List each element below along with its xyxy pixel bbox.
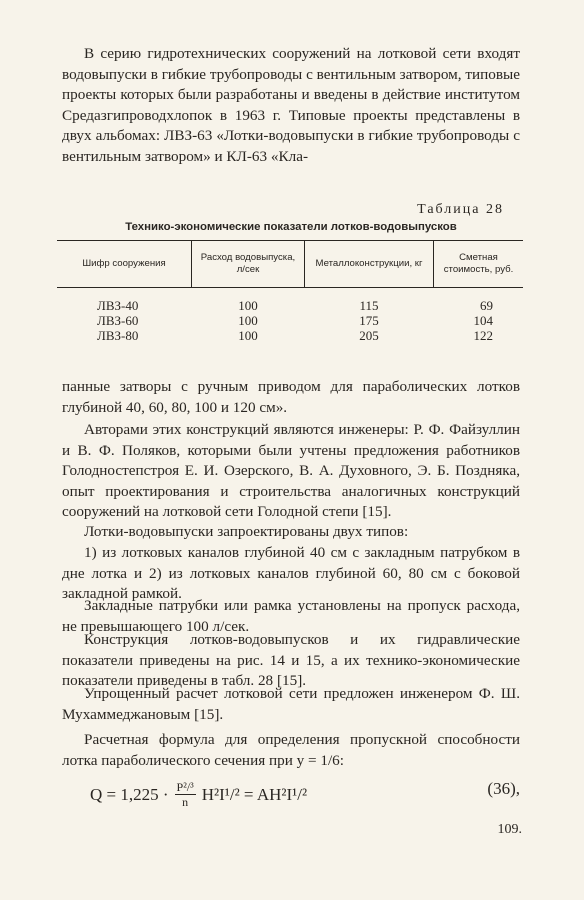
cell-metal: 115 — [359, 298, 379, 313]
paragraph-construction: Конструкция лотков-водовыпусков и их гидравлические показатели приведены на рис. 14 и 15, а их технико-экономические показатели приведены в табл. 28 [15]. — [62, 631, 520, 690]
formula-rhs: H²I¹/² = AH²I¹/² — [201, 784, 308, 804]
fraction-denominator: n — [182, 795, 189, 809]
page-number: 109. — [497, 822, 522, 837]
cell-flow: 100 — [238, 313, 258, 328]
table-header-row — [57, 241, 523, 288]
col-header-metal: Металлоконструкции, кг — [305, 241, 434, 288]
formula-36 — [90, 780, 307, 809]
table-row — [57, 328, 523, 343]
paragraph-intro: В серию гидротехнических сооружений на лотковой сети входят водовыпуски в гибкие трубопроводы с вентильным затвором, типовые проекты которых были разработаны и введены в действие институтом Средазгипроводхлопок в 1963 г. Типовые проекты представлены в двух альбомах: ЛВЗ-63 «Лотки-водовыпуски в гибкие трубопроводы с вентильным затвором» и КЛ-63 «Кла- — [62, 45, 520, 165]
paragraph-continuation: панные затворы с ручным приводом для параболических лотков глубиной 40, 60, 80, 100 и 120 см». — [62, 378, 520, 416]
cell-code: ЛВЗ-60 — [97, 313, 139, 328]
table-row — [57, 288, 523, 314]
table-title: Технико-экономические показатели лотков-водовыпусков — [125, 221, 457, 233]
cell-cost: 104 — [473, 313, 493, 328]
indicators-table — [57, 240, 523, 343]
formula-fraction — [175, 780, 196, 809]
cell-cost: 122 — [473, 328, 493, 343]
table-row — [57, 313, 523, 328]
cell-flow: 100 — [238, 298, 258, 313]
paragraph-fittings: Закладные патрубки или рамка установлены на пропуск расхода, не превышающего 100 л/сек. — [62, 597, 520, 635]
paragraph-formula-intro: Расчетная формула для определения пропускной способности лотка параболического сечения при y = 1/6: — [62, 731, 520, 769]
cell-metal: 205 — [359, 328, 379, 343]
formula-lhs: Q = 1,225 · — [90, 784, 169, 804]
col-header-cost: Сметная стоимость, руб. — [434, 241, 524, 288]
cell-code: ЛВЗ-80 — [97, 328, 139, 343]
table-number: Таблица 28 — [417, 202, 504, 217]
paragraph-types-intro: Лотки-водовыпуски запроектированы двух типов: — [84, 523, 409, 540]
equation-number: (36), — [487, 779, 520, 798]
cell-code: ЛВЗ-40 — [97, 298, 139, 313]
cell-metal: 175 — [359, 313, 379, 328]
fraction-numerator: P²/³ — [176, 780, 194, 794]
paragraph-simplified: Упрощенный расчет лотковой сети предложен инженером Ф. Ш. Мухаммеджановым [15]. — [62, 685, 520, 723]
col-header-flow: Расход водовыпуска, л/сек — [192, 241, 305, 288]
cell-cost: 69 — [480, 298, 493, 313]
cell-flow: 100 — [238, 328, 258, 343]
paragraph-types-list: 1) из лотковых каналов глубиной 40 см с закладным патрубком в дне лотка и 2) из лотковых каналов глубиной 60, 80 см с боковой закладной рамкой. — [62, 544, 520, 603]
col-header-code: Шифр сооружения — [57, 241, 192, 288]
paragraph-authors: Авторами этих конструкций являются инженеры: Р. Ф. Файзуллин и В. Ф. Поляков, которыми были учтены предложения работников Голодностепстроя Е. И. Озерского, В. А. Духовного, Э. Б. Поздняка, опыт проектирования и строительства аналогичных конструкций сооружений на лотковой сети Голодной степи [15]. — [62, 421, 520, 521]
